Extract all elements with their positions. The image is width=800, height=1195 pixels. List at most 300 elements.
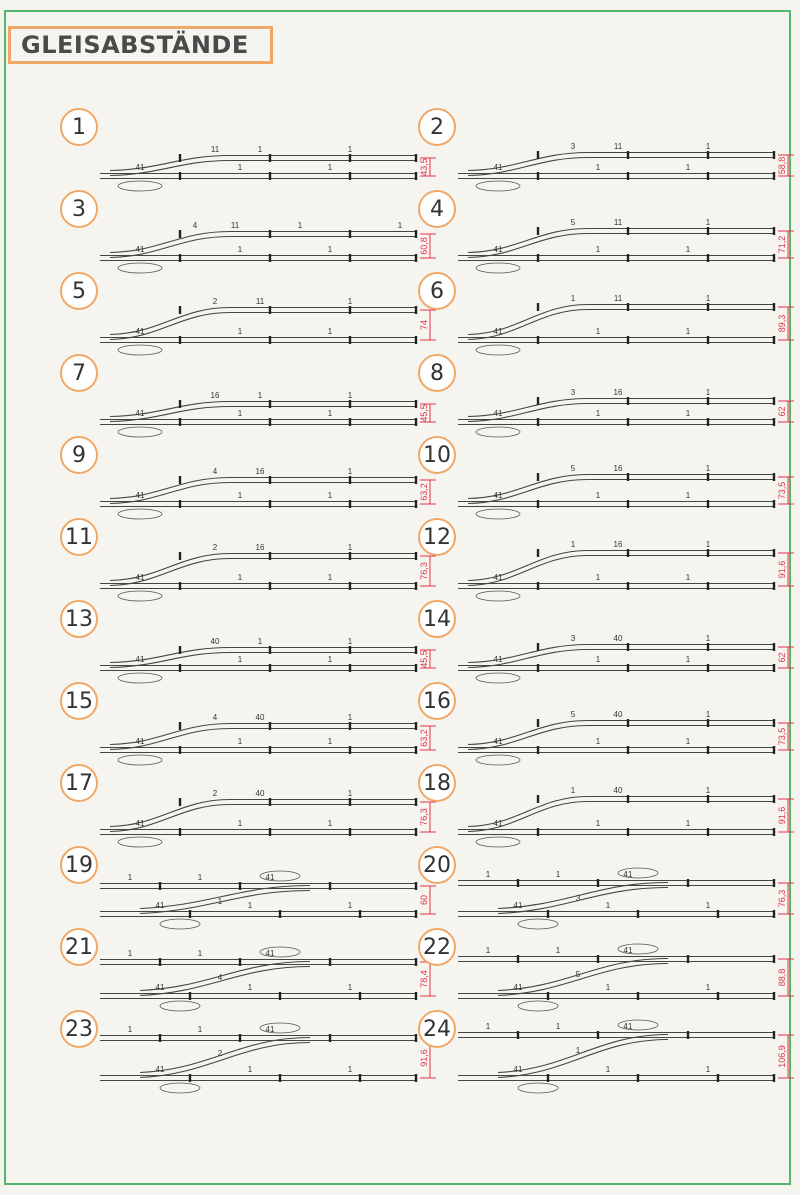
track-label: 16 (613, 388, 623, 397)
track-label: 1 (595, 409, 601, 418)
track-drawing (100, 522, 440, 602)
diverging-track (110, 156, 230, 176)
figure-number-badge: 16 (418, 682, 456, 720)
distance-value: 89,3 (777, 314, 787, 333)
track-label: 1 (257, 391, 263, 400)
track-label: 4 (212, 713, 218, 722)
figure-20 (418, 846, 798, 930)
track-drawing (100, 276, 440, 356)
track-drawing (458, 686, 798, 766)
upper-track (588, 721, 774, 726)
figure-4 (418, 190, 798, 274)
track-label: 4 (212, 467, 218, 476)
track-label: 1 (347, 145, 353, 154)
track-label: 1 (327, 409, 333, 418)
track-label: 1 (247, 983, 253, 992)
track-label: 1 (685, 409, 691, 418)
track-label: 16 (210, 391, 220, 400)
track-label: 41 (513, 901, 523, 910)
figure-number-badge: 2 (418, 108, 456, 146)
track-drawing (458, 1014, 798, 1094)
distance-value: 45,5 (419, 404, 429, 422)
track-label: 1 (685, 163, 691, 172)
track-drawing (458, 194, 798, 274)
distance-dimension (777, 799, 794, 832)
track-label: 1 (347, 297, 353, 306)
track-label: 1 (595, 573, 601, 582)
diverging-track (468, 721, 588, 750)
track-label: 1 (197, 873, 203, 882)
distance-value: 73,5 (777, 727, 787, 746)
track-label: 1 (685, 491, 691, 500)
track-drawing (100, 686, 440, 766)
track-label: 1 (705, 901, 711, 910)
track-drawing (100, 932, 440, 1012)
track-label: 1 (705, 388, 711, 397)
track-label: 5 (570, 710, 576, 719)
upper-track (100, 884, 416, 889)
distance-value: 45,5 (419, 650, 429, 668)
track-label: 1 (595, 163, 601, 172)
track-label: 3 (570, 388, 576, 397)
track-label: 41 (135, 327, 145, 336)
track-label: 41 (493, 327, 503, 336)
upper-track (230, 402, 416, 407)
figure-5 (60, 272, 440, 356)
track-label: 16 (613, 540, 623, 549)
upper-track (588, 645, 774, 650)
track-label: 16 (613, 464, 623, 473)
figure-17 (60, 764, 440, 848)
track-drawing (458, 768, 798, 848)
turnout-drive-symbol (160, 1083, 200, 1093)
lower-track (100, 502, 416, 507)
track-label: 1 (197, 949, 203, 958)
distance-value: 73,5 (777, 481, 787, 500)
track-label: 1 (347, 983, 353, 992)
track-label: 1 (595, 737, 601, 746)
track-label: 1 (685, 245, 691, 254)
track-label: 11 (255, 297, 265, 306)
track-drawing (100, 440, 440, 520)
figure-number-badge: 8 (418, 354, 456, 392)
track-label: 40 (613, 710, 623, 719)
diverging-track (468, 645, 588, 668)
track-label: 16 (255, 467, 265, 476)
track-label: 11 (613, 142, 623, 151)
track-drawing (100, 768, 440, 848)
figure-10 (418, 436, 798, 520)
lower-track (100, 666, 416, 671)
track-label: 1 (327, 819, 333, 828)
distance-value: 76,3 (419, 562, 429, 580)
track-drawing (100, 604, 440, 684)
track-label: 1 (247, 901, 253, 910)
track-label: 1 (595, 655, 601, 664)
figure-15 (60, 682, 440, 766)
track-label: 1 (705, 1065, 711, 1074)
upper-track (588, 305, 774, 310)
figure-8 (418, 354, 798, 438)
lower-track (100, 420, 416, 425)
track-label: 41 (493, 573, 503, 582)
track-label: 41 (265, 1025, 275, 1034)
upper-track (458, 957, 774, 962)
track-label: 41 (265, 873, 275, 882)
track-label: 2 (212, 789, 218, 798)
figure-number-badge: 3 (60, 190, 98, 228)
track-label: 41 (493, 737, 503, 746)
distance-dimension (777, 307, 794, 340)
figure-number-badge: 14 (418, 600, 456, 638)
figure-7 (60, 354, 440, 438)
track-label: 11 (613, 218, 623, 227)
figure-number-badge: 22 (418, 928, 456, 966)
track-label: 1 (485, 1022, 491, 1031)
track-label: 1 (347, 789, 353, 798)
track-label: 1 (705, 142, 711, 151)
track-label: 1 (217, 897, 223, 906)
distance-dimension (777, 231, 794, 258)
track-label: 11 (613, 294, 623, 303)
figure-number-badge: 18 (418, 764, 456, 802)
track-label: 16 (255, 543, 265, 552)
diverging-track (468, 229, 588, 258)
figure-number-badge: 21 (60, 928, 98, 966)
figure-1 (60, 108, 440, 192)
track-label: 1 (127, 1025, 133, 1034)
upper-track (230, 724, 416, 729)
track-label: 1 (257, 145, 263, 154)
figure-23 (60, 1010, 440, 1094)
distance-value: 91,6 (419, 1049, 429, 1067)
track-label: 2 (217, 1049, 223, 1058)
track-label: 41 (493, 655, 503, 664)
track-label: 1 (397, 221, 403, 230)
track-label: 1 (705, 540, 711, 549)
track-label: 1 (685, 327, 691, 336)
track-label: 40 (210, 637, 220, 646)
upper-track (458, 1033, 774, 1038)
lower-track (458, 256, 774, 261)
track-label: 1 (237, 491, 243, 500)
track-label: 3 (570, 634, 576, 643)
track-label: 2 (212, 543, 218, 552)
lower-track (100, 912, 416, 917)
distance-value: 106,9 (777, 1045, 787, 1068)
track-label: 1 (237, 245, 243, 254)
lower-track (458, 1076, 774, 1081)
upper-track (230, 308, 416, 313)
track-label: 1 (327, 327, 333, 336)
figure-number-badge: 7 (60, 354, 98, 392)
track-drawing (458, 850, 798, 930)
distance-dimension (777, 883, 794, 914)
track-label: 1 (327, 163, 333, 172)
track-label: 41 (513, 1065, 523, 1074)
lower-track (100, 1076, 416, 1081)
distance-dimension (777, 155, 794, 176)
track-drawing (100, 358, 440, 438)
track-label: 1 (605, 983, 611, 992)
track-label: 5 (570, 464, 576, 473)
distance-value: 76,3 (419, 808, 429, 826)
figure-number-badge: 23 (60, 1010, 98, 1048)
distance-value: 91,6 (777, 560, 787, 579)
distance-value: 88,8 (777, 968, 787, 987)
track-label: 41 (493, 409, 503, 418)
figure-number-badge: 4 (418, 190, 456, 228)
track-label: 41 (135, 491, 145, 500)
track-label: 1 (595, 245, 601, 254)
distance-dimension (777, 553, 794, 586)
track-drawing (458, 932, 798, 1012)
upper-track (588, 399, 774, 404)
track-label: 5 (575, 970, 581, 979)
track-label: 1 (705, 634, 711, 643)
figure-3 (60, 190, 440, 274)
track-label: 1 (605, 901, 611, 910)
track-label: 1 (347, 391, 353, 400)
upper-track (588, 475, 774, 480)
figure-number-badge: 19 (60, 846, 98, 884)
figure-2 (418, 108, 798, 192)
track-drawing (100, 850, 440, 930)
diverging-track (468, 475, 588, 504)
figure-number-badge: 15 (60, 682, 98, 720)
diverging-track (110, 648, 230, 668)
track-label: 1 (257, 637, 263, 646)
lower-track (100, 994, 416, 999)
upper-track (230, 554, 416, 559)
diverging-track (110, 800, 230, 832)
distance-dimension (777, 401, 794, 422)
upper-track (230, 156, 416, 161)
track-label: 41 (135, 737, 145, 746)
track-label: 4 (217, 973, 223, 982)
figure-number-badge: 9 (60, 436, 98, 474)
track-label: 41 (623, 870, 633, 879)
figure-number-badge: 13 (60, 600, 98, 638)
track-label: 40 (255, 789, 265, 798)
distance-dimension (777, 1035, 794, 1078)
track-label: 40 (255, 713, 265, 722)
upper-track (230, 648, 416, 653)
diverging-track (468, 797, 588, 832)
track-label: 1 (237, 573, 243, 582)
lower-track (100, 830, 416, 835)
track-label: 1 (595, 491, 601, 500)
figure-6 (418, 272, 798, 356)
track-label: 40 (613, 634, 623, 643)
track-label: 5 (570, 218, 576, 227)
track-label: 1 (595, 819, 601, 828)
track-label: 1 (705, 218, 711, 227)
lower-track (458, 666, 774, 671)
track-label: 1 (570, 540, 576, 549)
track-drawing (458, 522, 798, 602)
diverging-track (468, 551, 588, 586)
track-label: 41 (135, 573, 145, 582)
lower-track (100, 174, 416, 179)
track-drawing (458, 112, 798, 192)
track-label: 1 (685, 573, 691, 582)
diverging-track (140, 962, 310, 996)
distance-dimension (777, 959, 794, 996)
figure-number-badge: 1 (60, 108, 98, 146)
figure-number-badge: 20 (418, 846, 456, 884)
track-label: 1 (685, 819, 691, 828)
lower-track (100, 256, 416, 261)
figure-13 (60, 600, 440, 684)
track-drawing (458, 358, 798, 438)
track-label: 41 (513, 983, 523, 992)
upper-track (100, 960, 416, 965)
track-label: 41 (623, 946, 633, 955)
track-label: 1 (347, 1065, 353, 1074)
diverging-track (498, 959, 668, 996)
diverging-track (110, 308, 230, 340)
turnout-drive-symbol (518, 1083, 558, 1093)
distance-dimension (777, 477, 794, 504)
track-label: 41 (135, 245, 145, 254)
track-label: 3 (575, 894, 581, 903)
track-label: 41 (155, 901, 165, 910)
track-label: 1 (705, 294, 711, 303)
track-label: 1 (705, 983, 711, 992)
distance-value: 74 (419, 319, 429, 331)
track-label: 41 (135, 409, 145, 418)
diverging-track (140, 1038, 310, 1078)
track-label: 1 (570, 786, 576, 795)
track-label: 41 (493, 491, 503, 500)
upper-track (230, 232, 416, 237)
figure-14 (418, 600, 798, 684)
diverging-track (140, 886, 310, 914)
lower-track (458, 174, 774, 179)
track-label: 11 (210, 145, 220, 154)
track-label: 3 (570, 142, 576, 151)
track-label: 41 (265, 949, 275, 958)
track-label: 41 (623, 1022, 633, 1031)
track-label: 1 (347, 467, 353, 476)
distance-value: 63,2 (419, 483, 429, 501)
figure-number-badge: 5 (60, 272, 98, 310)
figure-number-badge: 11 (60, 518, 98, 556)
track-label: 1 (197, 1025, 203, 1034)
distance-value: 60 (419, 894, 429, 906)
lower-track (458, 502, 774, 507)
lower-track (458, 912, 774, 917)
track-label: 1 (705, 710, 711, 719)
track-label: 41 (155, 983, 165, 992)
lower-track (458, 584, 774, 589)
diverging-track (110, 232, 230, 258)
track-drawing (100, 1014, 440, 1094)
track-label: 1 (297, 221, 303, 230)
figure-22 (418, 928, 798, 1012)
distance-value: 43,5 (419, 158, 429, 176)
lower-track (458, 830, 774, 835)
track-drawing (458, 276, 798, 356)
track-drawing (458, 440, 798, 520)
track-label: 41 (493, 245, 503, 254)
page-title: GLEISABSTÄNDE (8, 26, 273, 64)
track-label: 1 (327, 655, 333, 664)
track-label: 41 (135, 163, 145, 172)
track-label: 1 (555, 1022, 561, 1031)
track-label: 1 (127, 949, 133, 958)
track-label: 11 (230, 221, 240, 230)
diverging-track (498, 883, 668, 914)
track-label: 1 (347, 543, 353, 552)
figure-12 (418, 518, 798, 602)
upper-track (230, 800, 416, 805)
diverging-track (110, 724, 230, 750)
diverging-track (468, 153, 588, 176)
track-label: 1 (347, 637, 353, 646)
upper-track (100, 1036, 416, 1041)
figure-number-badge: 24 (418, 1010, 456, 1048)
track-label: 1 (237, 819, 243, 828)
track-label: 1 (555, 946, 561, 955)
lower-track (458, 420, 774, 425)
track-drawing (100, 112, 440, 192)
track-drawing (458, 604, 798, 684)
track-label: 41 (493, 163, 503, 172)
figure-number-badge: 17 (60, 764, 98, 802)
track-label: 4 (192, 221, 198, 230)
track-label: 1 (570, 294, 576, 303)
diverging-track (468, 305, 588, 340)
distance-value: 71,2 (777, 235, 787, 254)
distance-value: 76,3 (777, 889, 787, 908)
distance-value: 62 (777, 652, 787, 663)
track-label: 1 (237, 737, 243, 746)
upper-track (588, 153, 774, 158)
track-label: 1 (347, 713, 353, 722)
figure-11 (60, 518, 440, 602)
figure-21 (60, 928, 440, 1012)
distance-value: 91,6 (777, 806, 787, 825)
distance-value: 60,8 (419, 237, 429, 255)
figure-number-badge: 10 (418, 436, 456, 474)
distance-value: 63,2 (419, 729, 429, 747)
track-label: 1 (237, 409, 243, 418)
diverging-track (110, 478, 230, 504)
figure-19 (60, 846, 440, 930)
upper-track (588, 797, 774, 802)
track-label: 1 (485, 870, 491, 879)
track-label: 1 (237, 327, 243, 336)
track-label: 1 (327, 573, 333, 582)
figure-16 (418, 682, 798, 766)
track-drawing (100, 194, 440, 274)
track-label: 1 (237, 163, 243, 172)
figure-9 (60, 436, 440, 520)
upper-track (458, 881, 774, 886)
upper-track (588, 229, 774, 234)
track-label: 1 (605, 1065, 611, 1074)
track-label: 1 (327, 737, 333, 746)
distance-dimension (777, 647, 794, 668)
track-label: 1 (705, 786, 711, 795)
track-label: 41 (135, 655, 145, 664)
figure-number-badge: 6 (418, 272, 456, 310)
track-label: 1 (237, 655, 243, 664)
track-label: 40 (613, 786, 623, 795)
figure-18 (418, 764, 798, 848)
